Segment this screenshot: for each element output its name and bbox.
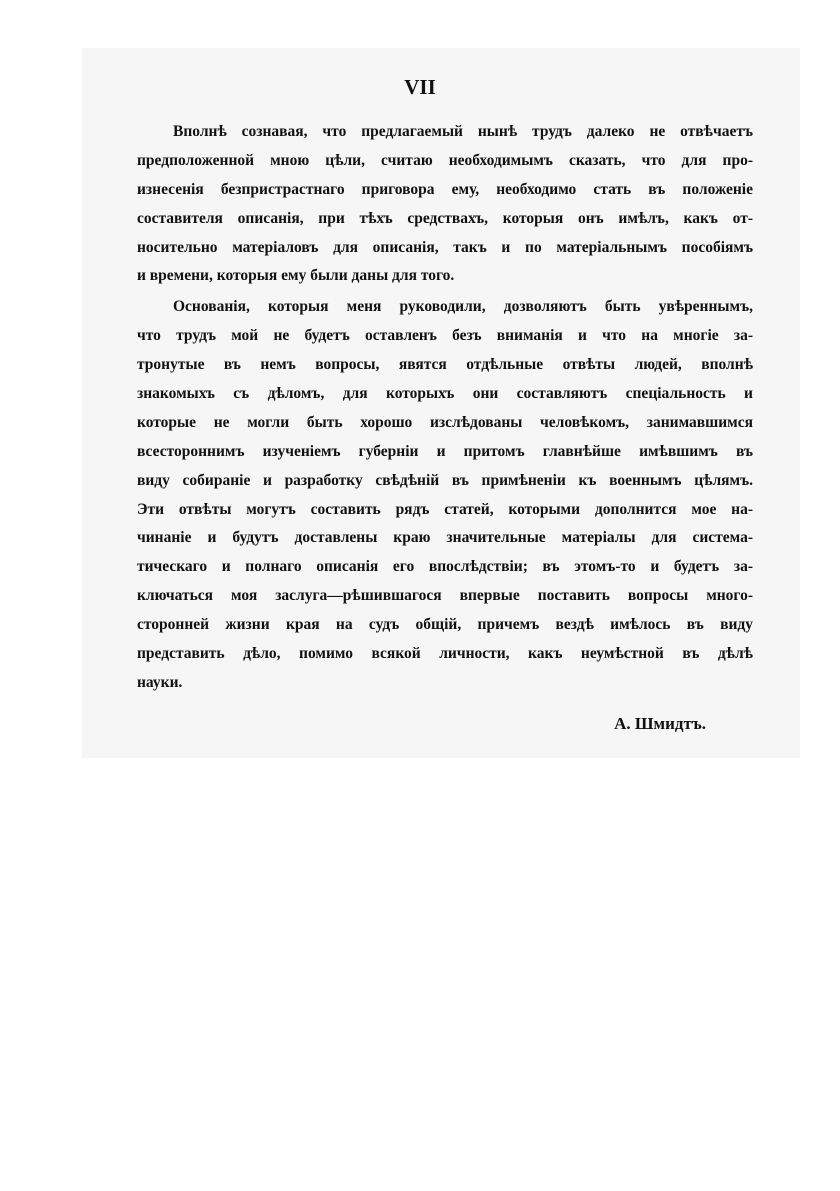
author-signature: А. Шмидтъ. xyxy=(614,714,706,733)
paragraph xyxy=(137,293,753,697)
paragraph xyxy=(137,118,753,291)
text-line: предположенной мною цѣли, считаю необходимымъ сказать, что для про- xyxy=(137,151,753,169)
text-line: Вполнѣ сознавая, что предлагаемый нынѣ трудъ далеко не отвѣчаетъ xyxy=(173,123,753,140)
text-line: чинаніе и будутъ доставлены краю значительные матеріалы для система- xyxy=(137,529,753,547)
text-line: сторонней жизни края на судъ общій, причемъ вездѣ имѣлось въ виду xyxy=(137,616,753,634)
text-line: науки. xyxy=(137,673,183,691)
text-line: тическаго и полнаго описанія его впослѣдствіи; въ этомъ-то и будетъ за- xyxy=(137,558,753,576)
text-line: носительно матеріаловъ для описанія, такъ и по матеріальнымъ пособіямъ xyxy=(137,238,753,256)
text-line: что трудъ мой не будетъ оставленъ безъ вниманія и что на многіе за- xyxy=(137,327,753,345)
text-line: знакомыхъ съ дѣломъ, для которыхъ они составляютъ спеціальность и xyxy=(137,385,753,403)
text-line: изнесенія безпристрастнаго приговора ему, необходимо стать въ положеніе xyxy=(137,180,753,198)
text-line: Эти отвѣты могутъ составить рядъ статей, которыми дополнится мое на- xyxy=(137,500,753,518)
text-line: ключаться моя заслуга—рѣшившагося впервые поставить вопросы много- xyxy=(137,587,753,605)
page-number: VII xyxy=(404,75,436,99)
text-line: представить дѣло, помимо всякой личности, какъ неумѣстной въ дѣлѣ xyxy=(137,645,753,663)
text-line: Основанія, которыя меня руководили, дозволяютъ быть увѣреннымъ, xyxy=(173,298,753,316)
text-line: которые не могли быть хорошо изслѣдованы человѣкомъ, занимавшимся xyxy=(137,413,753,431)
text-line: и времени, которыя ему были даны для того. xyxy=(137,267,455,285)
body-text xyxy=(137,118,753,698)
text-line: тронутые въ немъ вопросы, явятся отдѣльные отвѣты людей, вполнѣ xyxy=(137,356,753,374)
text-line: составителя описанія, при тѣхъ средствахъ, которыя онъ имѣлъ, какъ от- xyxy=(137,209,753,227)
text-line: виду собираніе и разработку свѣдѣній въ примѣненіи къ военнымъ цѣлямъ. xyxy=(137,471,753,489)
text-line: всестороннимъ изученіемъ губерніи и притомъ главнѣйше имѣвшимъ въ xyxy=(137,442,753,460)
